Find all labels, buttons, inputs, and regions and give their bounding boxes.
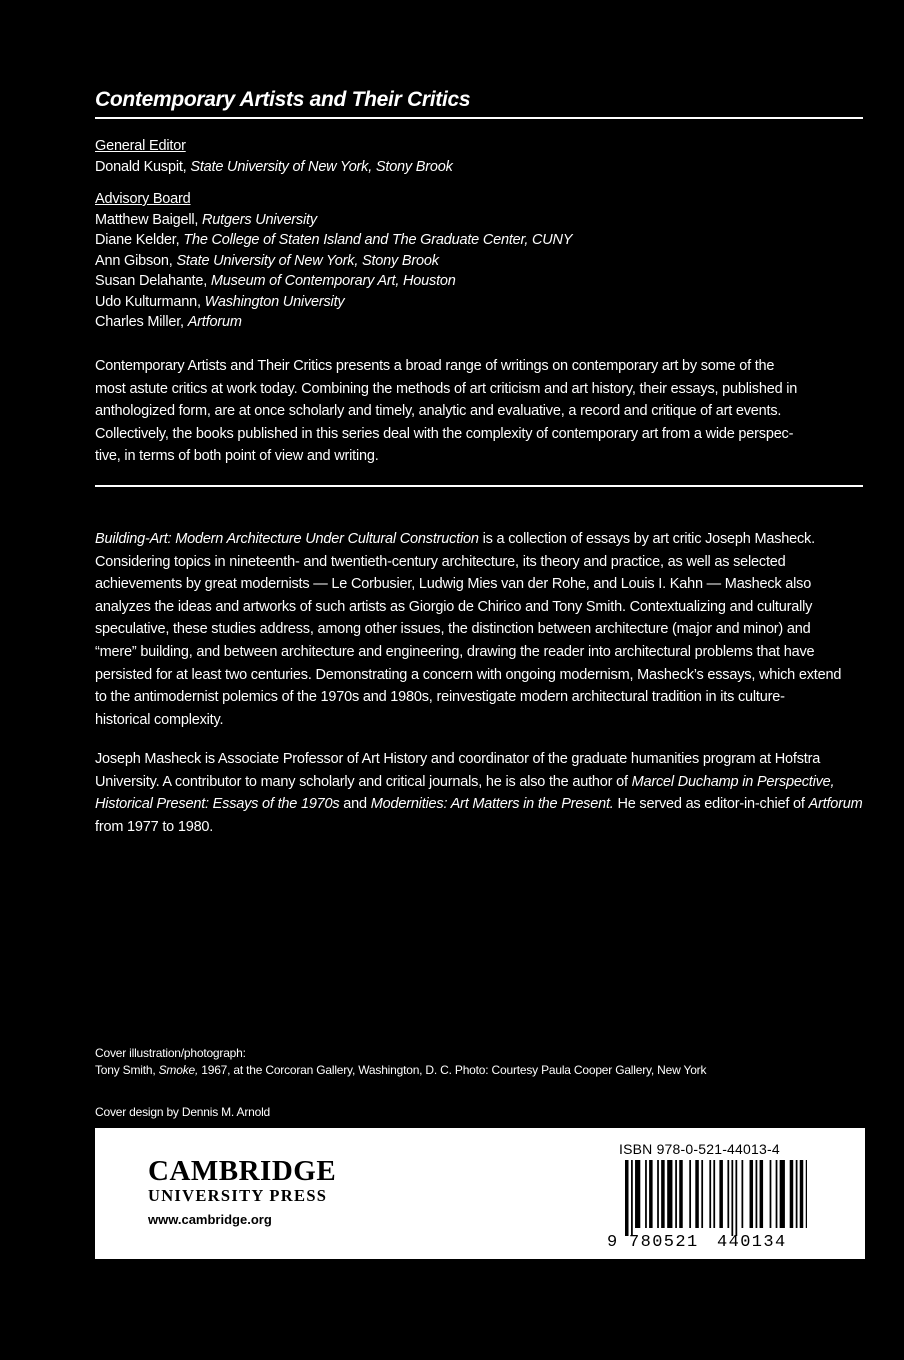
text-line: to the antimodernist polemics of the 1970s and 1980s, reinvestigate modern architectural tradition in its culture- [95, 689, 785, 706]
top-rule [95, 117, 863, 119]
text-line: “mere” building, and between architecture and engineering, drawing the reader into architectural problems that have [95, 643, 815, 660]
barcode-bar [760, 1160, 764, 1228]
spacer [95, 177, 865, 189]
book-title: Marcel Duchamp in Perspective, [631, 773, 835, 790]
member-affiliation: Rutgers University [202, 211, 317, 228]
book-title: Building-Art: Modern Architecture Under Cultural Construction [95, 531, 479, 547]
board-member [95, 292, 865, 313]
text-line: tive, in terms of both point of view and writing. [95, 448, 379, 465]
journal-title: Artforum [808, 796, 863, 813]
board-member [95, 230, 865, 251]
text-line [95, 793, 865, 816]
publisher-box [95, 1128, 865, 1259]
general-editor-heading: General Editor [95, 138, 186, 154]
barcode-bar [776, 1160, 778, 1228]
barcode-bar [667, 1160, 672, 1228]
text-line: anthologized form, are at once scholarly and timely, analytic and evaluative, a record and critique of art events. [95, 403, 782, 420]
member-affiliation: Artforum [187, 314, 242, 330]
text-line [95, 771, 865, 794]
publisher-press: UNIVERSITY PRESS [148, 1186, 328, 1205]
credit-heading: Cover illustration/photograph: [95, 1046, 246, 1060]
text-line: from 1977 to 1980. [95, 818, 214, 835]
barcode-bars [625, 1160, 807, 1236]
barcode-bar [719, 1160, 723, 1228]
member-affiliation: Museum of Contemporary Art, Houston [210, 273, 456, 289]
text-span: is a collection of essays by art critic Joseph Masheck. [478, 531, 815, 547]
advisory-board-heading: Advisory Board [95, 191, 191, 207]
member-name: Susan Delahante, [95, 273, 208, 289]
barcode-right-digits: 440134 [717, 1233, 787, 1250]
text-line: historical complexity. [95, 711, 224, 728]
text-line: achievements by great modernists — Le Corbusier, Ludwig Mies van der Rohe, and Louis I. Kahn — Masheck also [95, 576, 812, 593]
text-span: and [339, 796, 371, 813]
barcode-bar [735, 1160, 737, 1236]
text-line: Contemporary Artists and Their Critics presents a broad range of writings on contemporary art by some of the [95, 358, 775, 374]
barcode-bar [635, 1160, 640, 1228]
member-name: Matthew Baigell, [95, 211, 199, 228]
book-title: Modernities: Art Matters in the Present. [370, 796, 614, 813]
isbn-label: ISBN 978-0-521-44013-4 [619, 1141, 780, 1157]
barcode-bar [675, 1160, 677, 1228]
member-affiliation: Washington University [204, 293, 345, 310]
barcode-bar [790, 1160, 794, 1228]
cover-illustration-credit [95, 1045, 865, 1079]
barcode-bar [657, 1160, 659, 1228]
editor-affiliation: State University of New York, Stony Brook [190, 158, 453, 175]
publisher-logo [148, 1156, 336, 1227]
series-description [95, 355, 865, 468]
text-span: University. A contributor to many scholarly and critical journals, he is also the author of [95, 773, 632, 790]
publisher-url: www.cambridge.org [148, 1212, 272, 1227]
member-affiliation: State University of New York, Stony Brook [176, 252, 439, 269]
member-name: Ann Gibson, [95, 252, 173, 269]
barcode-bar [645, 1160, 647, 1228]
member-affiliation: The College of Staten Island and The Graduate Center, CUNY [183, 232, 573, 248]
board-member [95, 312, 865, 333]
book-description [95, 528, 865, 731]
text-line: persisted for at least two centuries. Demonstrating a concern with ongoing modernism, Masheck’s essays, which extend [95, 666, 842, 683]
barcode-bar [689, 1160, 691, 1228]
barcode-lead-digit: 9 [607, 1233, 618, 1250]
text-line: Joseph Masheck is Associate Professor of Art History and coordinator of the graduate humanities program at Hofstra [95, 751, 821, 767]
member-name: Diane Kelder, [95, 232, 180, 248]
barcode-bar [770, 1160, 772, 1228]
text-line: Considering topics in nineteenth- and twentieth-century architecture, its theory and practice, as well as selected [95, 553, 786, 570]
barcode-bar [796, 1160, 798, 1228]
general-editor-line [95, 157, 865, 178]
barcode-bar [679, 1160, 683, 1228]
barcode-bar [806, 1160, 807, 1228]
barcode-bar [649, 1160, 653, 1228]
board-member [95, 210, 865, 231]
barcode-bar [800, 1160, 804, 1228]
series-title: Contemporary Artists and Their Critics [95, 88, 471, 111]
text-line: speculative, these studies address, among other issues, the distinction between architecture (major and minor) and [95, 621, 811, 638]
text-line: Collectively, the books published in this series deal with the complexity of contemporary art from a wide perspec- [95, 425, 794, 442]
barcode-bar [713, 1160, 715, 1228]
barcode-bar [695, 1160, 699, 1228]
text-line: analyzes the ideas and artworks of such artists as Giorgio de Chirico and Tony Smith. Contextualizing and culturally [95, 598, 813, 615]
barcode-bar [780, 1160, 785, 1228]
text-span: Tony Smith, [95, 1063, 159, 1077]
text-line [95, 1062, 865, 1079]
member-name: Udo Kulturmann, [95, 293, 201, 310]
barcode-bar [750, 1160, 754, 1228]
editorial-board [95, 136, 865, 333]
barcode-bar [625, 1160, 629, 1236]
barcode-bar [731, 1160, 733, 1236]
book-title: Historical Present: Essays of the 1970s [95, 796, 340, 813]
board-member [95, 271, 865, 292]
barcode-bar [756, 1160, 758, 1228]
barcode-bar [631, 1160, 633, 1236]
text-line [95, 528, 865, 551]
barcode-bar [727, 1160, 729, 1228]
artwork-title: Smoke, [158, 1063, 199, 1077]
barcode-bar [741, 1160, 743, 1228]
cover-design-credit: Cover design by Dennis M. Arnold [95, 1105, 271, 1119]
editor-name: Donald Kuspit, [95, 158, 187, 175]
text-span: 1967, at the Corcoran Gallery, Washington, D. C. Photo: Courtesy Paula Cooper Gallery, New York [198, 1063, 707, 1077]
barcode-bar [661, 1160, 665, 1228]
barcode-bar [701, 1160, 703, 1228]
barcode-bar [709, 1160, 711, 1228]
text-span: He served as editor-in-chief of [613, 796, 809, 813]
member-name: Charles Miller, [95, 314, 184, 330]
publisher-name: CAMBRIDGE [148, 1155, 337, 1187]
board-member [95, 251, 865, 272]
barcode-left-digits: 780521 [629, 1233, 699, 1250]
middle-rule [95, 485, 863, 487]
barcode [607, 1160, 807, 1250]
author-bio [95, 748, 865, 838]
text-line: most astute critics at work today. Combining the methods of art criticism and art history, their essays, published in [95, 380, 798, 397]
